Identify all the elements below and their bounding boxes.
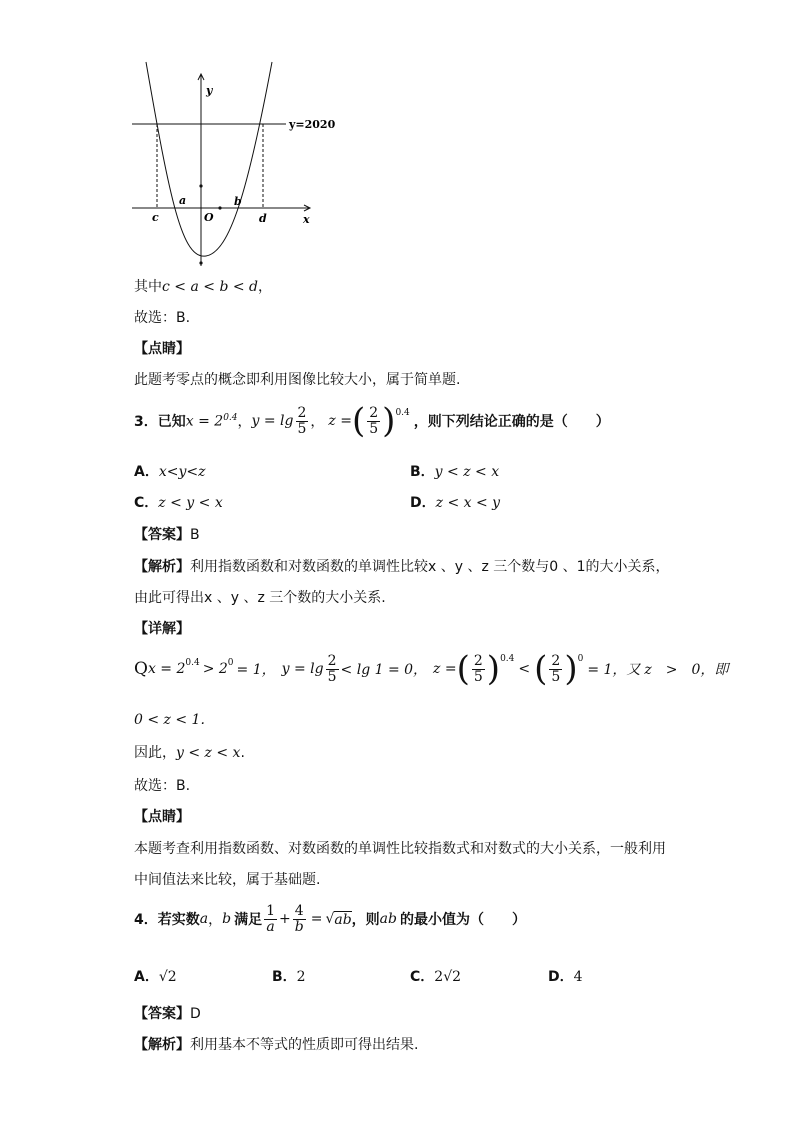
q3-analysis-1: 【解析】利用指数函数和对数函数的单调性比较x 、y 、z 三个数与0 、1的大小关系， (134, 559, 670, 575)
q4-stem: 4． 若实数 a ， b 满足 $\frac{1}{a}$ + $\frac{4}{b}$ = √ ab ，则 ab 的最小值为（ ） (134, 903, 526, 935)
parabola-figure (120, 60, 340, 272)
q2-comment-heading: 【点睛】 (134, 341, 190, 357)
q3-option-c: C．z < y < x (134, 495, 223, 511)
q2-ordering: 其中c < a < b < d， (134, 279, 273, 295)
label-b: b (234, 195, 242, 208)
q3-stem: 3． 已知 $x = 2^{0.4}$ ， y = lg $\frac{2}{5}$ ， z = ( $\frac{2}{5}$ ) $^{0.4}$ ，则下列结论正确的是（ ） (134, 401, 610, 441)
q4-option-b: B．2 (272, 969, 306, 985)
frac-2-5: $\frac{2}{5}$ (297, 404, 307, 437)
q3-detail-line1: Q x = 2 $^{0.4}$ > 2 $^0$ = 1， y = lg $\frac{2}{5}$ < lg 1 = 0， z = ( $\frac{2}{5}$ ) $^{0.4}$ < ( $\frac{2}{5}$ ) $^0$ = 1，又 z > 0，即 (134, 649, 729, 689)
label-origin: O (204, 211, 214, 224)
q4-answer: 【答案】D (134, 1006, 201, 1022)
label-c: c (152, 211, 159, 224)
q3-choice: 故选：B. (134, 778, 191, 794)
q2-choice: 故选：B. (134, 310, 191, 326)
q4-option-d: D．4 (548, 969, 583, 985)
line-y2020-label: y=2020 (289, 118, 336, 131)
label-a: a (179, 194, 187, 207)
q4-analysis: 【解析】利用基本不等式的性质即可得出结果. (134, 1037, 419, 1053)
q3-comment-2: 中间值法来比较，属于基础题. (134, 872, 321, 888)
q3-option-a: A．x<y<z (134, 464, 206, 480)
q3-detail-line2: 0 < z < 1. (134, 712, 205, 728)
q3-analysis-2: 由此可得出x 、y 、z 三个数的大小关系. (134, 590, 386, 606)
q3-option-d: D．z < x < y (410, 495, 501, 511)
q2-comment: 此题考零点的概念即利用图像比较大小，属于简单题. (134, 372, 461, 388)
x-axis-label: x (303, 213, 310, 226)
q3-detail-heading: 【详解】 (134, 621, 190, 637)
q3-therefore: 因此，y < z < x. (134, 745, 245, 761)
label-d: d (259, 212, 267, 225)
q4-option-c: C．2√2 (410, 969, 462, 985)
q3-comment-1: 本题考查利用指数函数、对数函数的单调性比较指数式和对数式的大小关系，一般利用 (134, 841, 666, 857)
q4-option-a: A．√2 (134, 969, 177, 985)
y-axis-label: y (206, 84, 213, 97)
q3-option-b: B．y < z < x (410, 464, 500, 480)
q3-answer: 【答案】B (134, 527, 200, 543)
q3-comment-heading: 【点睛】 (134, 809, 190, 825)
